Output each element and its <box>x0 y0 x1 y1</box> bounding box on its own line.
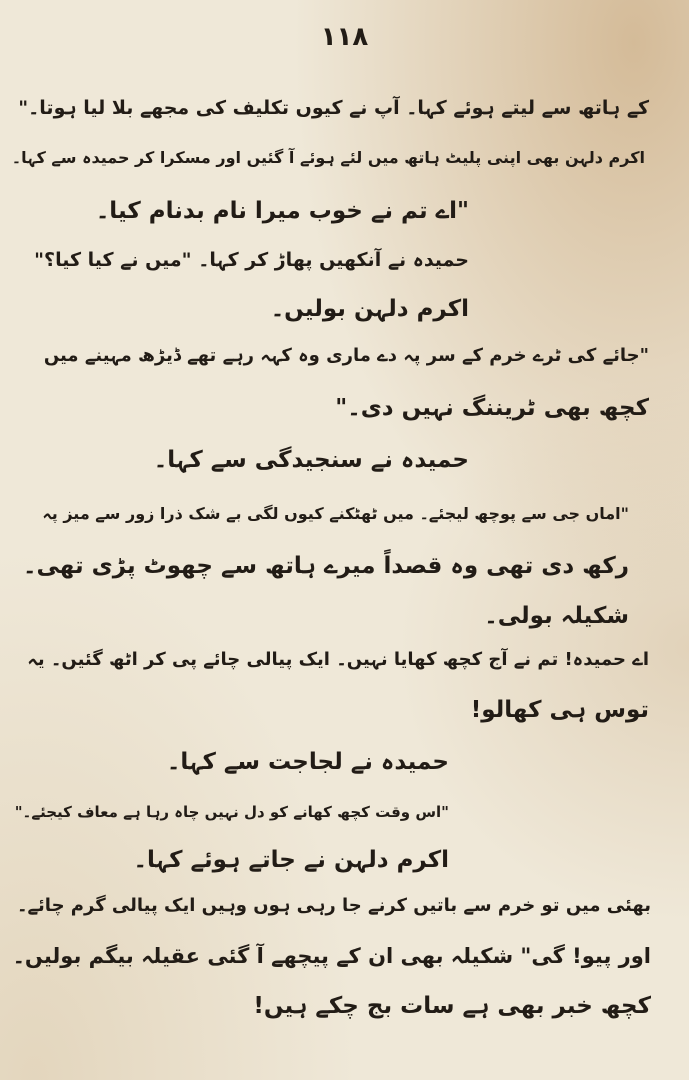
page-number: ۱۱۸ <box>320 22 369 52</box>
text-line: شکیلہ بولی۔ <box>484 603 629 629</box>
text-line: اے حمیدہ! تم نے آج کچھ کھایا نہیں۔ ایک پیالی چائے پی کر اٹھ گئیں۔ یہ <box>27 649 649 670</box>
text-line: رکھ دی تھی وہ قصداً میرے ہاتھ سے چھوٹ پڑی تھی۔ <box>23 553 629 579</box>
text-line: "اے تم نے خوب میرا نام بدنام کیا۔ <box>95 198 469 224</box>
text-line: بھئی میں تو خرم سے باتیں کرنے جا رہی ہوں وہیں ایک پیالی گرم چائے۔ <box>16 895 651 916</box>
text-line: حمیدہ نے سنجیدگی سے کہا۔ <box>153 447 469 473</box>
text-line: اور پیو! گی" شکیلہ بھی ان کے پیچھے آ گئی عقیلہ بیگم بولیں۔ <box>12 944 651 968</box>
text-line: توس ہی کھالو! <box>470 697 649 723</box>
text-line: حمیدہ نے لجاجت سے کہا۔ <box>166 749 449 775</box>
text-line: "اس وقت کچھ کھانے کو دل نہیں چاہ رہا ہے معاف کیجئے۔" <box>14 803 449 821</box>
text-line: کے ہاتھ سے لیتے ہوئے کہا۔ آپ نے کیوں تکلیف کی مجھے بلا لیا ہوتا۔" <box>18 97 649 119</box>
text-line: "اماں جی سے پوچھ لیجئے۔ میں ٹھٹکنے کیوں لگی بے شک ذرا زور سے میز پہ <box>42 504 629 523</box>
text-line: "جائے کی ٹرے خرم کے سر پہ دے ماری وہ کہہ رہے تھے ڈیڑھ مہینے میں <box>43 345 649 366</box>
text-line: اکرم دلہن نے جاتے ہوئے کہا۔ <box>133 847 449 873</box>
text-line: کچھ بھی ٹریننگ نہیں دی۔" <box>335 395 649 421</box>
text-line: کچھ خبر بھی ہے سات بج چکے ہیں! <box>253 993 651 1019</box>
text-line: اکرم دلہن بولیں۔ <box>270 296 469 322</box>
text-line: اکرم دلہن بھی اپنی پلیٹ ہاتھ میں لئے ہوئے آ گئیں اور مسکرا کر حمیدہ سے کہا۔ <box>11 148 645 167</box>
text-line: حمیدہ نے آنکھیں پھاڑ کر کہا۔ "میں نے کیا کیا؟" <box>34 249 469 271</box>
